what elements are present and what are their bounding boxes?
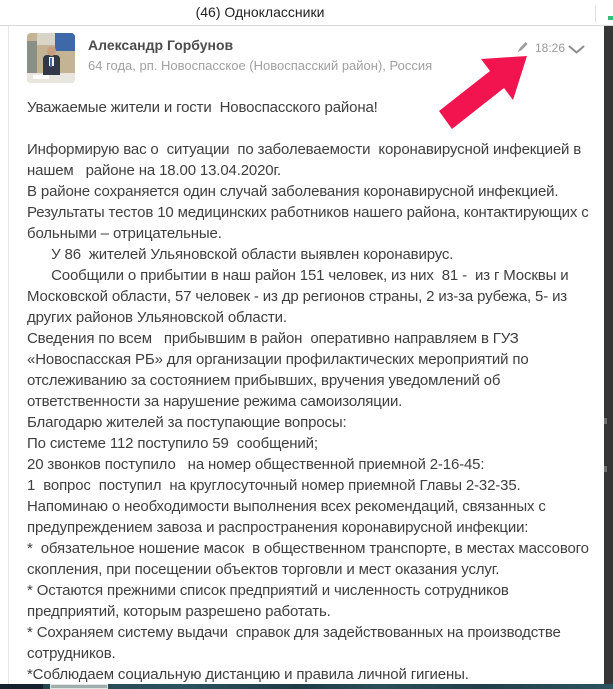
- post-text-line: По системе 112 поступило 59 сообщений;: [27, 435, 318, 452]
- pencil-icon[interactable]: [517, 40, 528, 58]
- post-timestamp: 18:26: [535, 41, 566, 55]
- post-card-left-border: [8, 26, 9, 684]
- post-text-line: других районов Ульяновской области.: [27, 309, 287, 326]
- avatar-photo-detail: [50, 58, 52, 67]
- post-text-line: Благодарю жителей за поступающие вопросы:: [27, 414, 347, 431]
- post-text-line: ответственности за нарушение режима самоизоляции.: [27, 393, 403, 410]
- post-text-line: Сообщили о прибытии в наш район 151 человек, из них 81 - из г Москвы и: [27, 267, 569, 284]
- author-name[interactable]: Александр Горбунов: [88, 37, 234, 53]
- avatar[interactable]: [27, 33, 75, 83]
- avatar-photo-detail: [37, 33, 55, 45]
- post-text-line: 1 вопрос поступил на круглосуточный номер приемной Главы 2-32-35.: [27, 477, 521, 494]
- post-body: [27, 97, 597, 685]
- post-text-line: * обязательное ношение масок в общественном транспорте, в местах массового: [27, 540, 589, 557]
- post-text-line: Напоминаю о необходимости выполнения всех рекомендаций, связанных с: [27, 498, 546, 515]
- chevron-down-icon[interactable]: [568, 42, 585, 60]
- tab-accent-mark: [608, 16, 613, 20]
- browser-titlebar: [0, 0, 613, 25]
- side-strip-mark: [604, 466, 607, 472]
- post-text-line: Московской области, 57 человек - из др регионов страны, 2 из-за рубежа, 5- из: [27, 288, 568, 305]
- post-text-line: предприятий, которым разрешено работать.: [27, 603, 331, 620]
- post-text-line: * Остаются прежними список предприятий и численность сотрудников: [27, 582, 509, 599]
- post-text-line: нашем районе на 18.00 13.04.2020г.: [27, 162, 281, 179]
- post-text-line: Сведения по всем прибывшим в район оперативно направляем в ГУЗ: [27, 330, 519, 347]
- avatar-photo-detail: [55, 33, 75, 51]
- post-text-line: [27, 118, 597, 139]
- titlebar-border: [0, 25, 613, 26]
- post-text-line: Уважаемые жители и гости Новоспасского района!: [27, 99, 378, 116]
- post-text-line: Результаты тестов 10 медицинских работников нашего района, контактирующих с: [27, 204, 589, 221]
- post-text-line: *Соблюдаем социальную дистанцию и правила личной гигиены.: [27, 666, 469, 683]
- post-text-line: скопления, при посещении объектов торговли и мест оказания услуг.: [27, 561, 500, 578]
- avatar-photo-detail: [47, 46, 56, 56]
- titlebar-divider: [595, 5, 596, 22]
- post-text-line: 20 звонков поступило на номер общественной приемной 2-16-45:: [27, 456, 485, 473]
- post-text-line: В районе сохраняется один случай заболевания коронавирусной инфекцией.: [27, 183, 559, 200]
- post-text-line: предупреждением завоза и распространения коронавирусной инфекции:: [27, 519, 529, 536]
- post-text-line: больными – отрицательные.: [27, 225, 222, 242]
- post-text-line: сотрудников.: [27, 645, 116, 662]
- post-text-line: У 86 жителей Ульяновской области выявлен коронавирус.: [27, 246, 454, 263]
- post-text-line: Информирую вас о ситуации по заболеваемости коронавирусной инфекцией в: [27, 141, 582, 158]
- side-strip-mark: [604, 418, 607, 424]
- avatar-photo-detail: [27, 41, 37, 73]
- post-text-line: * Сохраняем систему выдачи справок для задействованных на производстве: [27, 624, 561, 641]
- author-meta: 64 года, рп. Новоспасское (Новоспасский район), Россия: [88, 58, 433, 73]
- post-text-line: «Новоспасская РБ» для организации профилактических мероприятий по: [27, 351, 529, 368]
- page-title: (46) Одноклассники: [195, 4, 325, 20]
- background-window-strip: [604, 26, 613, 689]
- avatar-photo-detail: [33, 75, 49, 79]
- post-text-line: отслеживанию за состоянием прибывших, вручения уведомлений об: [27, 372, 501, 389]
